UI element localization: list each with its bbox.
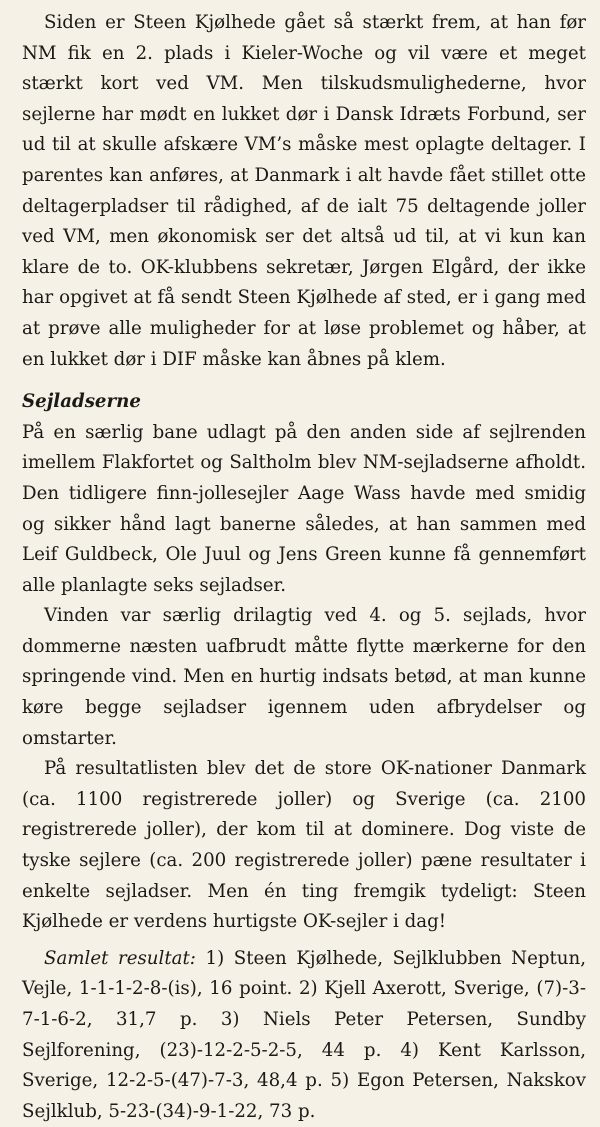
paragraph-course: På en særlig bane udlagt på den anden side af sejlrenden imellem Flakfortet og Saltholm blev NM-sejladserne afholdt. Den tidligere finn-jollesejler Aage Wass havde med smidig og sikker hånd lagt banerne således, at han sammen med Leif Guldbeck, Ole Juul og Jens Green kunne få gennemført alle planlagte seks sejladser.: [22, 421, 586, 596]
section-heading: Sejladserne: [22, 391, 141, 413]
paragraph-results: [22, 944, 586, 1127]
results-text: 1) Steen Kjølhede, Sejlklubben Neptun, Vejle, 1-1-1-2-8-(is), 16 point. 2) Kjell Axerott, Sverige, (7)-3-7-1-6-2, 31,7 p. 3) Niels Peter Petersen, Sundby Sejlforening, (23)-12-2-5-2-5, 44 p. 4) Kent Karlsson, Sverige, 12-2-5-(47)-7-3, 48,4 p. 5) Egon Petersen, Nakskov Sejlklub, 5-23-(34)-9-1-22, 73 p.: [22, 947, 586, 1122]
paragraph-wind: Vinden var særlig drilagtig ved 4. og 5. sejlads, hvor dommerne næsten uafbrudt måtte flytte mærkerne for den springende vind. Men en hurtig indsats betød, at man kunne køre begge sejladser igennem uden afbrydelser og omstarter.: [22, 605, 586, 749]
section-gap: [22, 375, 586, 387]
paragraph-results-discussion: På resultatlisten blev det de store OK-nationer Danmark (ca. 1100 registrerede joller) og Sverige (ca. 2100 registrerede joller), der kom til at dominere. Dog viste de tyske sejlere (ca. 200 registrerede joller) pæne resultater i enkelte sejladser. Men én ting fremgik tydeligt: Steen Kjølhede er verdens hurtigste OK-sejler i dag!: [22, 758, 586, 933]
results-label: Samlet resultat:: [44, 947, 196, 969]
paragraph-intro: Siden er Steen Kjølhede gået så stærkt frem, at han før NM fik en 2. plads i Kieler-Woche og vil være et meget stærkt kort ved VM. Men tilskudsmulighederne, hvor sejlerne har mødt en lukket dør i Dansk Idræts Forbund, ser ud til at skulle afskære VM’s måske mest oplagte deltager. I parentes kan anføres, at Danmark i alt havde fået stillet otte deltagerpladser til rådighed, af de ialt 75 deltagende joller ved VM, men økonomisk ser det altså ud til, at vi kun kan klare de to. OK-klubbens sekretær, Jørgen Elgård, der ikke har opgivet at få sendt Steen Kjølhede af sted, er i gang med at prøve alle muligheder for at løse problemet og håber, at en lukket dør i DIF måske kan åbnes på klem.: [22, 12, 586, 370]
results-block: [22, 944, 586, 1127]
